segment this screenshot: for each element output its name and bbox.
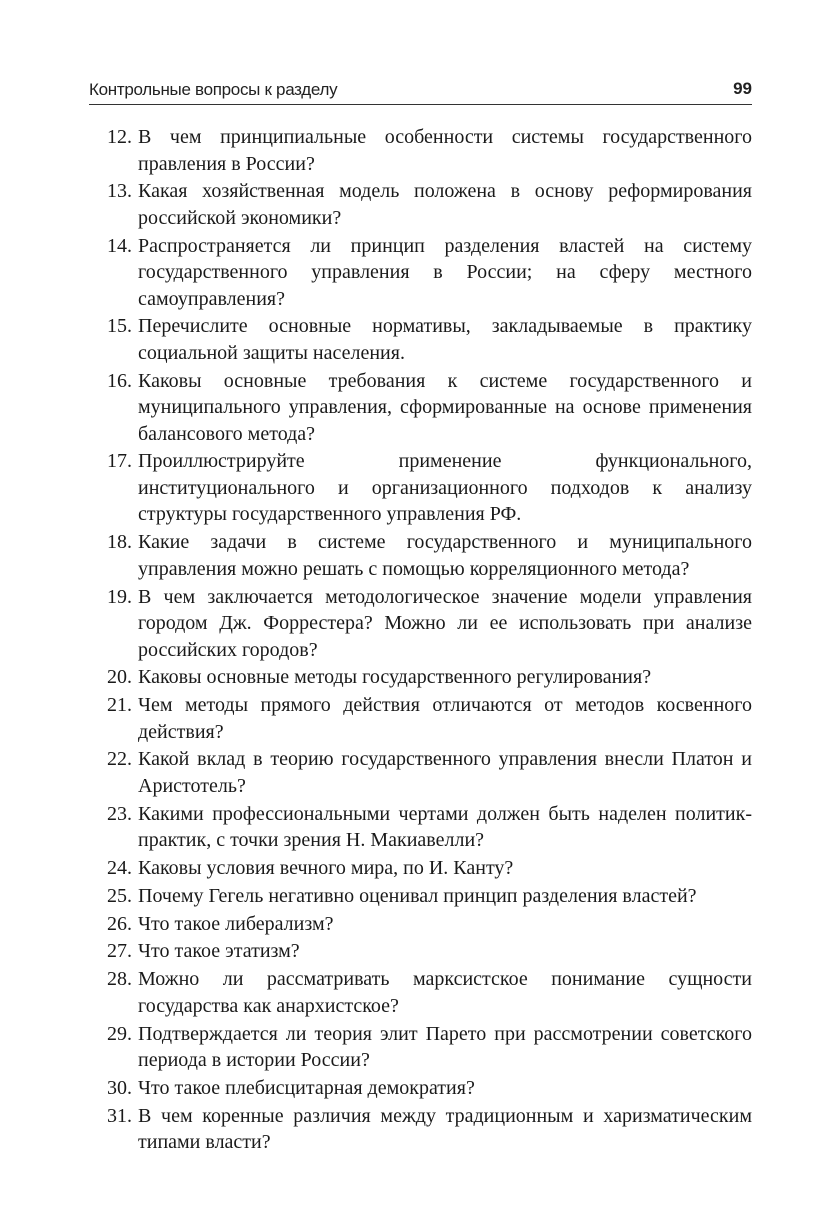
section-title: Контрольные вопросы к разделу xyxy=(89,80,338,99)
list-item xyxy=(89,801,752,854)
question-number: 31. xyxy=(107,1104,132,1127)
question-number: 13. xyxy=(107,180,132,203)
question-number: 26. xyxy=(107,912,132,935)
question-number: 16. xyxy=(107,369,132,392)
question-text: Какая хозяйственная модель положена в основу реформирования российской экономики? xyxy=(138,180,752,229)
question-text: Можно ли рассматривать марксистское понимание сущности государства как анархистское? xyxy=(138,968,752,1017)
question-number: 22. xyxy=(107,748,132,771)
list-item xyxy=(89,124,752,177)
list-item xyxy=(89,1021,752,1074)
running-header xyxy=(89,80,752,104)
question-number: 24. xyxy=(107,857,132,880)
question-number: 28. xyxy=(107,968,132,991)
question-number: 14. xyxy=(107,234,132,257)
list-item xyxy=(89,911,752,938)
question-text: В чем коренные различия между традиционным и харизматическим типами власти? xyxy=(138,1104,752,1154)
page-number: 99 xyxy=(733,79,752,98)
question-number: 15. xyxy=(107,315,132,338)
question-text: Почему Гегель негативно оценивал принцип разделения властей? xyxy=(138,884,697,907)
question-text: Каковы основные требования к системе государственного и муниципального управления, сформированные на основе применения балансового метода? xyxy=(138,369,752,445)
question-text: Какой вклад в теорию государственного управления внесли Платон и Аристотель? xyxy=(138,748,752,797)
question-text: Распространяется ли принцип разделения властей на систему государственного управления в России; на сферу местного самоуправления? xyxy=(138,234,752,310)
question-number: 25. xyxy=(107,884,132,907)
list-item xyxy=(89,1075,752,1102)
list-item xyxy=(89,448,752,528)
question-number: 30. xyxy=(107,1076,132,1099)
question-text: Проиллюстрируйте применение функционального, институционального и организационного подходов к анализу структуры государственного управления РФ. xyxy=(138,450,752,526)
question-text: В чем принципиальные особенности системы государственного правления в России? xyxy=(138,126,752,175)
question-text: Перечислите основные нормативы, закладываемые в практику социальной защиты населения. xyxy=(138,315,752,364)
question-text: Каковы условия вечного мира, по И. Канту? xyxy=(138,857,514,880)
question-number: 21. xyxy=(107,694,132,717)
question-text: Что такое плебисцитарная демократия? xyxy=(138,1076,475,1099)
list-item xyxy=(89,178,752,231)
question-text: Каковы основные методы государственного регулирования? xyxy=(138,666,652,689)
question-text: Что такое этатизм? xyxy=(138,940,300,963)
question-number: 18. xyxy=(107,531,132,554)
question-text: Подтверждается ли теория элит Парето при рассмотрении советского периода в истории России? xyxy=(138,1022,752,1072)
question-text: Чем методы прямого действия отличаются от методов косвенного действия? xyxy=(138,694,752,743)
question-text: Какие задачи в системе государственного и муниципального управления можно решать с помощью корреляционного метода? xyxy=(138,531,752,580)
list-item xyxy=(89,1103,752,1156)
list-item xyxy=(89,313,752,366)
list-item xyxy=(89,584,752,664)
question-number: 19. xyxy=(107,585,132,608)
list-item xyxy=(89,692,752,745)
question-number: 20. xyxy=(107,666,132,689)
list-item xyxy=(89,883,752,910)
question-text: Какими профессиональными чертами должен быть наделен политик-практик, с точки зрения Н. Макиавелли? xyxy=(138,802,752,852)
question-text: В чем заключается методологическое значение модели управления городом Дж. Форрестера? Можно ли ее использовать при анализе российских городов? xyxy=(138,585,752,661)
list-item xyxy=(89,855,752,882)
question-number: 27. xyxy=(107,940,132,963)
list-item xyxy=(89,368,752,448)
question-text: Что такое либерализм? xyxy=(138,912,334,935)
question-number: 29. xyxy=(107,1022,132,1045)
list-item xyxy=(89,664,752,691)
list-item xyxy=(89,746,752,799)
question-number: 17. xyxy=(107,450,132,473)
question-number: 23. xyxy=(107,802,132,825)
question-list xyxy=(89,124,752,1157)
list-item xyxy=(89,966,752,1019)
question-number: 12. xyxy=(107,126,132,148)
list-item xyxy=(89,233,752,313)
list-item xyxy=(89,529,752,582)
header-rule xyxy=(89,104,752,105)
list-item xyxy=(89,938,752,965)
